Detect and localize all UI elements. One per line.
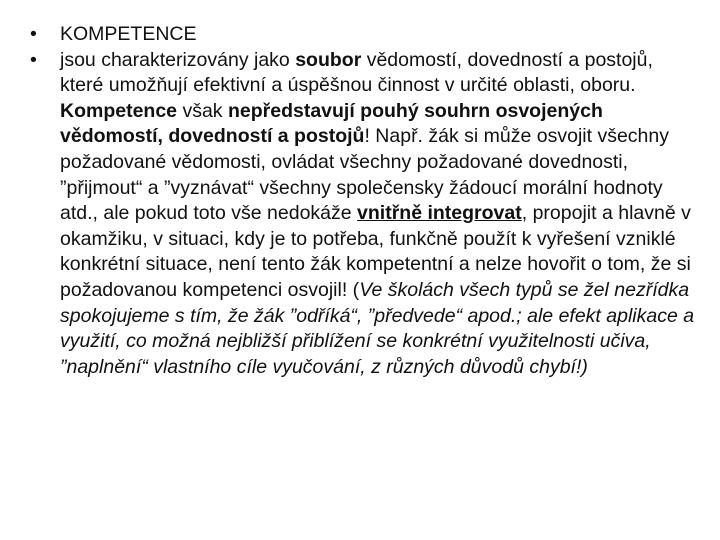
bullet-dot: • bbox=[30, 23, 37, 45]
definition-text: , propojit a hlavně v okamžiku, v situaci, kdy je to potřeba, funkčně použít k vyřešení vzniklé konkrétní situace, není tento žák kompetentní a nelze hovořit o tom, že si požadovanou kompetenci osvojil! ( bbox=[60, 202, 691, 301]
italic-note: Ve školách všech typů se žel nezřídka spokojujeme s tím, že žák ”odříká“, ”předvede“ apod.; ale efekt aplikace a využití, co možná nejbližší přiblížení se konkrétní využitelnosti učiva, ”naplnění“ vlastního cíle vyučování, z různých důvodů chybí!) bbox=[60, 278, 695, 378]
definition-text: vědomostí, dovedností a postojů, které umožňují efektivní a úspěšnou činnost v určité oblasti, oboru. bbox=[60, 48, 653, 97]
term-kompetence: Kompetence bbox=[60, 99, 178, 122]
emphasis-statement: nepředstavují pouhý souhrn osvojených vědomostí, dovedností a postojů bbox=[60, 99, 603, 148]
exclamation: ! bbox=[364, 125, 370, 148]
term-soubor: soubor bbox=[295, 48, 362, 71]
bullet-item-definition bbox=[30, 48, 700, 381]
definition-text: však bbox=[177, 99, 228, 122]
example-text: Např. žák si může osvojit všechny požadované vědomosti, ovládat všechny požadované dovednosti, ”přijmout“ a ”vyznávat“ všechny společensky žádoucí morální hodnoty atd., ale pokud toto vše nedokáže bbox=[60, 125, 669, 225]
heading-kompetence: KOMPETENCE bbox=[60, 23, 197, 45]
bullet-dot: • bbox=[30, 48, 37, 71]
term-vnitrne-integrovat: vnitřně integrovat bbox=[357, 202, 522, 225]
bullet-item-kompetence bbox=[30, 22, 700, 48]
definition-text: jsou charakterizovány jako bbox=[60, 48, 296, 71]
bullet-list bbox=[30, 22, 700, 380]
